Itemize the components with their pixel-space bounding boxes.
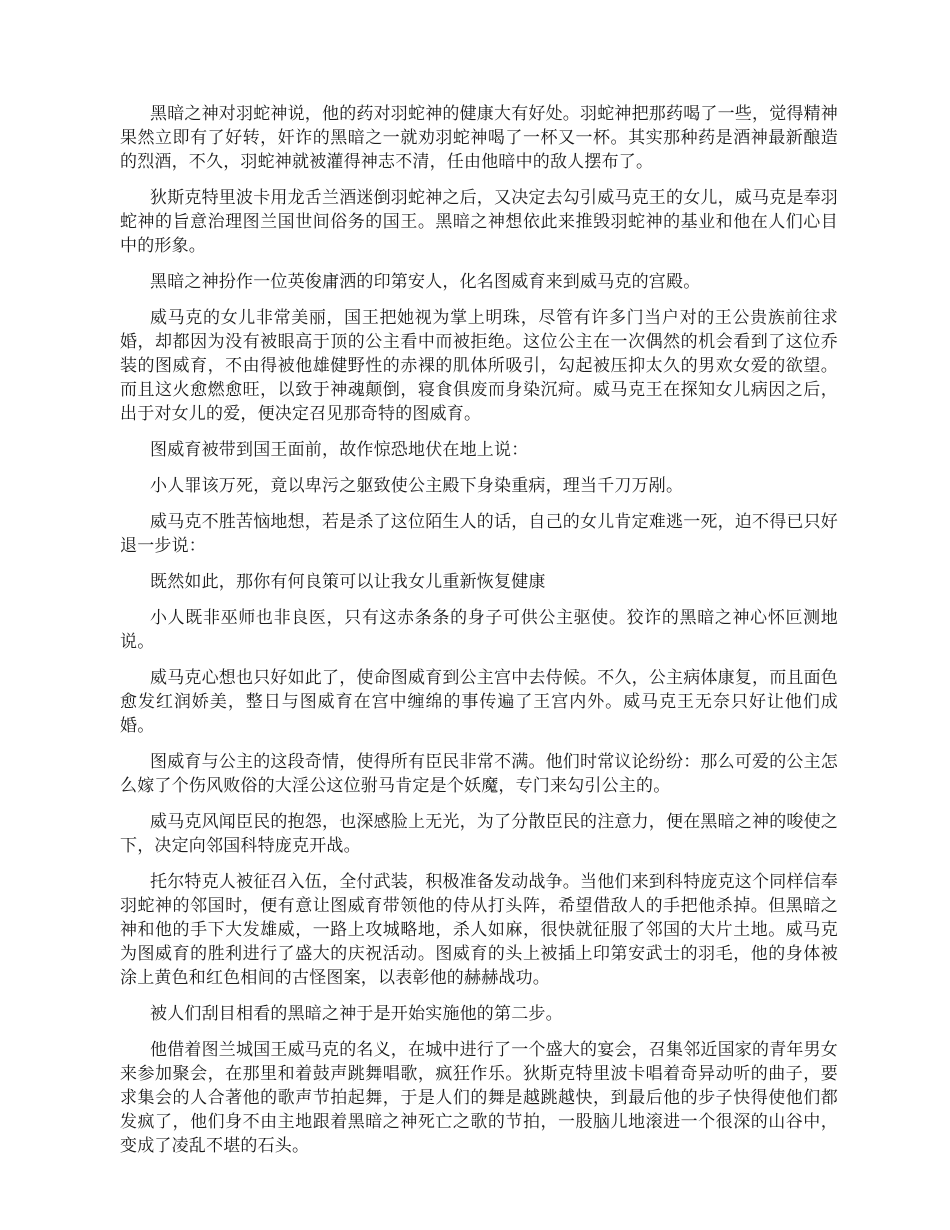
paragraph-11: 图威育与公主的这段奇情，使得所有臣民非常不满。他们时常议论纷纷：那么可爱的公主怎么嫁了个伤风败俗的大淫公这位驸马肯定是个妖魔，专门来勾引公主的。 xyxy=(120,752,838,796)
paragraph-14: 被人们刮目相看的黑暗之神于是开始实施他的第二步。 xyxy=(150,1004,563,1024)
paragraph-13: 托尔特克人被征召入伍，全付武装，积极准备发动战争。当他们来到科特庞克这个同样信奉羽蛇神的邻国时，便有意让图威育带领他的侍从打头阵，希望借敌人的手把他杀掉。但黑暗之神和他的手下大发雄威，一路上攻城略地，杀人如麻，很快就征服了邻国的大片土地。威马克为图威育的胜利进行了盛大的庆祝活动。图威育的头上被插上印第安武士的羽毛，他的身体被涂上黄色和红色相间的古怪图案，以表彰他的赫赫战功。 xyxy=(120,872,838,988)
paragraph-6: 小人罪该万死，竟以卑污之躯致使公主殿下身染重病，理当千刀万剐。 xyxy=(150,476,684,496)
document-body xyxy=(120,102,838,1170)
paragraph-8: 既然如此，那你有何良策可以让我女儿重新恢复健康 xyxy=(150,572,546,592)
paragraph-5: 图威育被带到国王面前，故作惊恐地伏在地上说： xyxy=(150,440,529,460)
paragraph-2: 狄斯克特里波卡用龙舌兰酒迷倒羽蛇神之后，又决定去勾引威马克王的女儿，威马克是奉羽蛇神的旨意治理图兰国世间俗务的国王。黑暗之神想依此来推毁羽蛇神的基业和他在人们心目中的形象。 xyxy=(120,188,838,256)
paragraph-12: 威马克风闻臣民的抱怨，也深感脸上无光，为了分散臣民的注意力，便在黑暗之神的唆使之下，决定向邻国科特庞克开战。 xyxy=(120,812,838,856)
paragraph-1: 黑暗之神对羽蛇神说，他的药对羽蛇神的健康大有好处。羽蛇神把那药喝了一些，觉得精神果然立即有了好转，奸诈的黑暗之一就劝羽蛇神喝了一杯又一杯。其实那种药是酒神最新酿造的烈酒，不久，羽蛇神就被灌得神志不清，任由他暗中的敌人摆布了。 xyxy=(120,104,838,172)
paragraph-7: 威马克不胜苦恼地想，若是杀了这位陌生人的话，自己的女儿肯定难逃一死，迫不得已只好退一步说： xyxy=(120,512,838,556)
paragraph-9: 小人既非巫师也非良医，只有这赤条条的身子可供公主驱使。狡诈的黑暗之神心怀叵测地说。 xyxy=(120,608,838,652)
paragraph-4: 威马克的女儿非常美丽，国王把她视为掌上明珠，尽管有许多门当户对的王公贵族前往求婚，却都因为没有被眼高于顶的公主看中而被拒绝。这位公主在一次偶然的机会看到了这位乔装的图威育，不由得被他雄健野性的赤裸的肌体所吸引，勾起被压抑太久的男欢女爱的欲望。而且这火愈燃愈旺，以致于神魂颠倒，寝食俱废而身染沉疴。威马克王在探知女儿病因之后，出于对女儿的爱，便决定召见那奇特的图威育。 xyxy=(120,308,838,424)
paragraph-3: 黑暗之神扮作一位英俊庸洒的印第安人，化名图威育来到威马克的宫殿。 xyxy=(150,272,701,292)
paragraph-15: 他借着图兰城国王威马克的名义，在城中进行了一个盛大的宴会，召集邻近国家的青年男女来参加聚会，在那里和着鼓声跳舞唱歌，疯狂作乐。狄斯克特里波卡唱着奇异动听的曲子，要求集会的人合著他的歌声节拍起舞，于是人们的舞是越跳越快，到最后他的步子快得使他们都发疯了，他们身不由主地跟着黑暗之神死亡之歌的节拍，一股脑儿地滚进一个很深的山谷中，变成了凌乱不堪的石头。 xyxy=(120,1040,838,1156)
paragraph-10: 威马克心想也只好如此了，使命图威育到公主宫中去侍候。不久，公主病体康复，而且面色愈发红润娇美，整日与图威育在宫中缠绵的事传遍了王宫内外。威马克王无奈只好让他们成婚。 xyxy=(120,668,838,736)
